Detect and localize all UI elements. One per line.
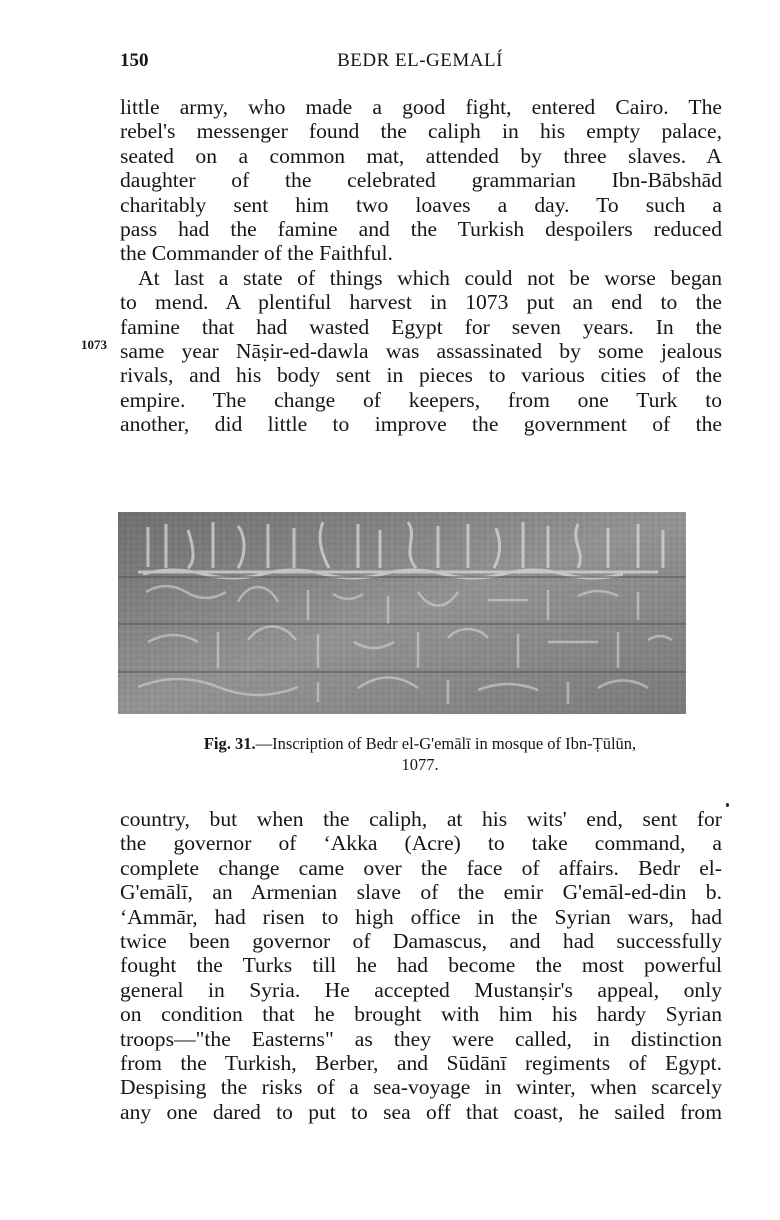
page-header [120,50,720,78]
print-speck [726,803,729,807]
text-line: twice been governor of Damascus, and had successfully [120,928,722,953]
caption-text: —Inscription of Bedr el-G'emālī in mosque of Ibn-Ṭūlūn, [255,734,637,753]
text-line: to mend. A plentiful harvest in 1073 put an end to the [120,290,722,315]
text-line: seated on a common mat, attended by three slaves. A [120,143,722,168]
text-line: G'emālī, an Armenian slave of the emir G'emāl-ed-din b. [120,880,722,905]
text-line: famine that had wasted Egypt for seven years. In the [120,314,722,339]
text-line: general in Syria. He accepted Mustanṣir's appeal, only [120,977,722,1002]
text-line: empire. The change of keepers, from one Turk to [120,387,722,412]
caption-line-2: 1077. [401,755,439,774]
text-line: from the Turkish, Berber, and Sūdānī regiments of Egypt. [120,1050,722,1075]
margin-note-year: 1073 [81,337,107,352]
text-line: the governor of ʻAkka (Acre) to take command, a [120,831,722,856]
inscription-photo [118,512,686,714]
text-line: another, did little to improve the government of the [120,412,722,437]
text-line: country, but when the caliph, at his wits' end, sent for [120,807,722,831]
caption-line-1 [120,733,720,754]
text-line: troops—"the Easterns" as they were called, in distinction [120,1026,722,1051]
text-line: rebel's messenger found the caliph in his empty palace, [120,119,722,144]
body-text-top [120,95,722,436]
text-line: rivals, and his body sent in pieces to various cities of the [120,363,722,388]
running-head: BEDR EL-GEMALÍ [337,50,503,71]
text-line: any one dared to put to sea off that coast, he sailed from [120,1099,722,1124]
text-line: pass had the famine and the Turkish despoilers reduced [120,216,722,241]
text-line: fought the Turks till he had become the most powerful [120,953,722,978]
text-line: At last a state of things which could not be worse began [138,265,722,290]
inscription-image [118,512,686,714]
text-line: on condition that he brought with him his hardy Syrian [120,1002,722,1027]
text-line: Despising the risks of a sea-voyage in winter, when scarcely [120,1075,722,1100]
text-line: little army, who made a good fight, entered Cairo. The [120,95,722,119]
text-line: charitably sent him two loaves a day. To such a [120,192,722,217]
figure-label: Fig. 31. [203,734,256,753]
body-text-bottom [120,807,722,1124]
text-line: complete change came over the face of affairs. Bedr el- [120,855,722,880]
page-number: 150 [120,50,149,71]
figure-caption [120,733,720,775]
text-line: ʻAmmār, had risen to high office in the Syrian wars, had [120,904,722,929]
text-line: daughter of the celebrated grammarian Ibn-Bābshād [120,168,722,193]
text-line: same year Nāṣir-ed-dawla was assassinated by some jealous [120,338,722,363]
text-line: the Commander of the Faithful. [120,241,393,266]
